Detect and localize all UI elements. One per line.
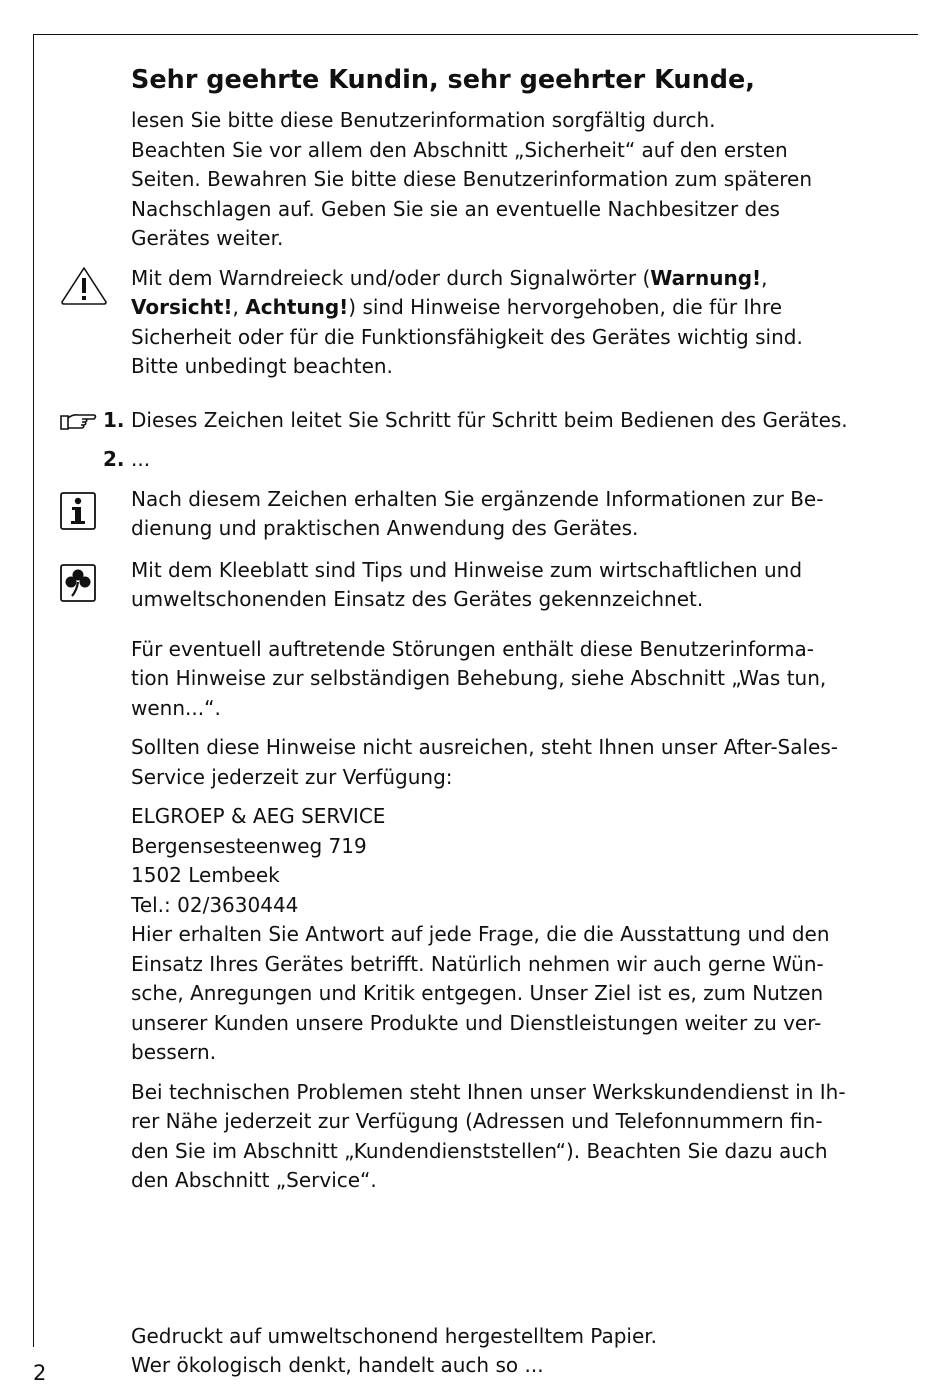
text-line: wenn...“.: [131, 695, 221, 720]
info-note: [131, 485, 911, 544]
info-line: Nach diesem Zeichen erhalten Sie ergänzende Informationen zur Be-: [131, 486, 824, 511]
intro-line: Seiten. Bewahren Sie bitte diese Benutzerinformation zum späteren: [131, 167, 813, 191]
intro-paragraph: [131, 106, 911, 254]
top-rule: [33, 34, 918, 35]
eco-line: Mit dem Kleeblatt sind Tips und Hinweise zum wirtschaftlichen und: [131, 557, 803, 582]
step-2: [103, 445, 911, 475]
steps-note: [103, 406, 911, 475]
text-line: den Sie im Abschnitt „Kundendienststellen“). Beachten Sie dazu auch: [131, 1138, 828, 1163]
pointing-hand-icon: [60, 411, 98, 435]
text-line: sche, Anregungen und Kritik entgegen. Unser Ziel ist es, zum Nutzen: [131, 981, 824, 1005]
intro-line: Gerätes weiter.: [131, 226, 284, 250]
info-icon: [60, 492, 96, 534]
info-line: dienung und praktischen Anwendung des Gerätes.: [131, 516, 639, 540]
answers-paragraph: [131, 920, 911, 1068]
technical-paragraph: [131, 1078, 911, 1196]
address-city: 1502 Lembeek: [131, 863, 280, 887]
intro-line: lesen Sie bitte diese Benutzerinformation sorgfältig durch.: [131, 108, 716, 132]
step-number: 2.: [103, 447, 125, 471]
footer-line: Wer ökologisch denkt, handelt auch so ...: [131, 1353, 544, 1377]
eco-note: [131, 556, 911, 615]
signal-word-warnung: Warnung!: [650, 265, 762, 290]
signal-word-achtung: Achtung!: [245, 295, 349, 319]
step-number: 1.: [103, 407, 125, 432]
text-line: Service jederzeit zur Verfügung:: [131, 764, 453, 789]
address-company: ELGROEP & AEG SERVICE: [131, 804, 386, 828]
after-sales-paragraph: [131, 733, 911, 792]
footer-note: [131, 1322, 911, 1381]
text-line: den Abschnitt „Service“.: [131, 1168, 377, 1192]
warning-separator: ,: [761, 265, 768, 290]
address-phone: Tel.: 02/3630444: [131, 892, 299, 917]
warning-text: ) sind Hinweise hervorgehoben, die für Ihre: [348, 295, 783, 319]
warning-line: [131, 293, 911, 323]
text-line: Hier erhalten Sie Antwort auf jede Frage, die die Ausstattung und den: [131, 922, 830, 946]
address-street: Bergensesteenweg 719: [131, 833, 367, 858]
warning-line: [131, 264, 911, 294]
step-1: [103, 406, 911, 436]
step-text: Dieses Zeichen leitet Sie Schritt für Schritt beim Bedienen des Gerätes.: [131, 407, 848, 432]
warning-line: Bitte unbedingt beachten.: [131, 354, 393, 378]
signal-word-vorsicht: Vorsicht!: [131, 295, 233, 319]
text-line: rer Nähe jederzeit zur Verfügung (Adressen und Telefonnummern fin-: [131, 1109, 823, 1133]
eco-line: umweltschonenden Einsatz des Gerätes gekennzeichnet.: [131, 587, 704, 611]
warning-triangle-icon: [59, 264, 109, 310]
page-number: 2: [33, 1361, 47, 1385]
text-line: bessern.: [131, 1040, 217, 1064]
footer-line: Gedruckt auf umweltschonend hergestelltem Papier.: [131, 1323, 657, 1348]
document-body: [103, 60, 911, 1381]
left-rule: [33, 34, 34, 1347]
text-line: Bei technischen Problemen steht Ihnen unser Werkskundendienst in Ih-: [131, 1079, 846, 1104]
greeting-heading: Sehr geehrte Kundin, sehr geehrter Kunde,: [131, 65, 755, 95]
warning-line: Sicherheit oder für die Funktionsfähigkeit des Gerätes wichtig sind.: [131, 324, 803, 349]
warning-note: [131, 264, 911, 382]
intro-line: Nachschlagen auf. Geben Sie sie an eventuelle Nachbesitzer des: [131, 196, 780, 221]
text-line: Sollten diese Hinweise nicht ausreichen, steht Ihnen unser After-Sales-: [131, 735, 839, 759]
warning-separator: ,: [232, 295, 246, 319]
step-text: ...: [131, 447, 151, 471]
cloverleaf-icon: [60, 564, 96, 606]
text-line: Einsatz Ihres Gerätes betrifft. Natürlich nehmen wir auch gerne Wün-: [131, 951, 824, 976]
text-line: Für eventuell auftretende Störungen enthält diese Benutzerinforma-: [131, 636, 814, 661]
text-line: tion Hinweise zur selbständigen Behebung, siehe Abschnitt „Was tun,: [131, 666, 827, 690]
warning-text: Mit dem Warndreieck und/oder durch Signalwörter (: [131, 265, 651, 290]
troubleshooting-paragraph: [131, 635, 911, 724]
text-line: unserer Kunden unsere Produkte und Dienstleistungen weiter zu ver-: [131, 1010, 822, 1035]
intro-line: Beachten Sie vor allem den Abschnitt „Sicherheit“ auf den ersten: [131, 137, 788, 162]
service-address: [131, 802, 911, 920]
